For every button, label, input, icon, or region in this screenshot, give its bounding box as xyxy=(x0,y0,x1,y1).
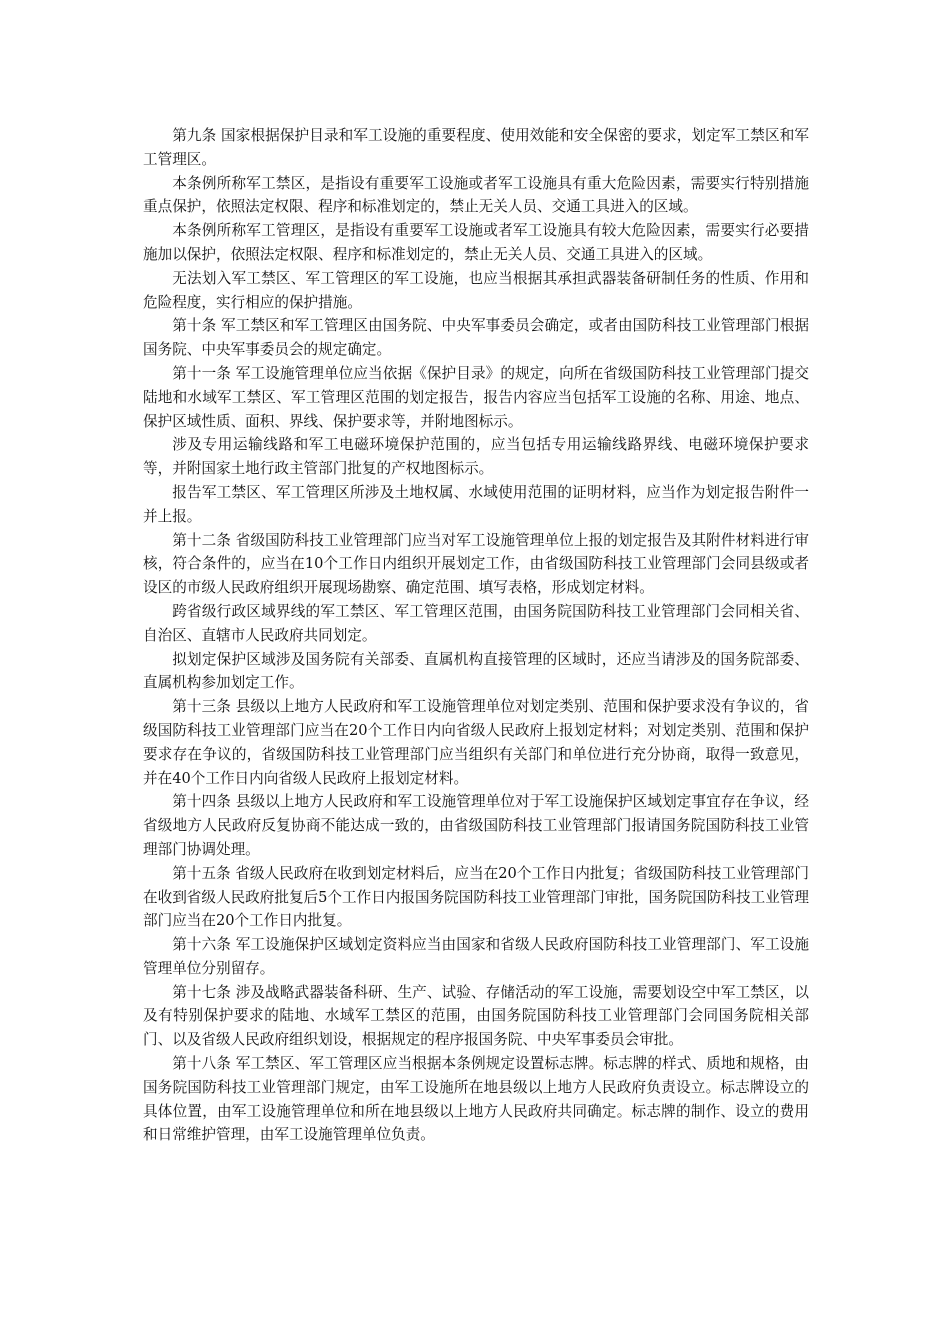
paragraph-article-10: 第十条 军工禁区和军工管理区由国务院、中央军事委员会确定，或者由国防科技工业管理部门根据国务院、中央军事委员会的规定确定。 xyxy=(143,317,809,359)
paragraph-other-facilities: 无法划入军工禁区、军工管理区的军工设施，也应当根据其承担武器装备研制任务的性质、作用和危险程度，实行相应的保护措施。 xyxy=(143,269,809,311)
document-body xyxy=(143,124,809,1147)
paragraph-restricted-zone-definition: 本条例所称军工禁区，是指设有重要军工设施或者军工设施具有重大危险因素，需要实行特别措施重点保护，依照法定权限、程序和标准划定的，禁止无关人员、交通工具进入的区域。 xyxy=(143,174,809,216)
paragraph-article-16: 第十六条 军工设施保护区域划定资料应当由国家和省级人民政府国防科技工业管理部门、军工设施管理单位分别留存。 xyxy=(143,936,809,977)
paragraph-article-14: 第十四条 县级以上地方人民政府和军工设施管理单位对于军工设施保护区域划定事宜存在争议，经省级地方人民政府反复协商不能达成一致的，由省级国防科技工业管理部门报请国务院国防科技工业管理部门协调处理。 xyxy=(143,793,809,858)
paragraph-article-18: 第十八条 军工禁区、军工管理区应当根据本条例规定设置标志牌。标志牌的样式、质地和规格，由国务院国防科技工业管理部门规定，由军工设施所在地县级以上地方人民政府负责设立。标志牌设立的具体位置，由军工设施管理单位和所在地县级以上地方人民政府共同确定。标志牌的制作、设立的费用和日常维护管理，由军工设施管理单位负责。 xyxy=(143,1055,809,1144)
paragraph-article-12: 第十二条 省级国防科技工业管理部门应当对军工设施管理单位上报的划定报告及其附件材料进行审核，符合条件的，应当在10个工作日内组织开展划定工作，由省级国防科技工业管理部门会同县级或者设区的市级人民政府组织开展现场勘察、确定范围、填写表格，形成划定材料。 xyxy=(143,531,809,597)
paragraph-supporting-materials: 报告军工禁区、军工管理区所涉及土地权属、水域使用范围的证明材料，应当作为划定报告附件一并上报。 xyxy=(143,483,809,525)
paragraph-article-13: 第十三条 县级以上地方人民政府和军工设施管理单位对划定类别、范围和保护要求没有争议的，省级国防科技工业管理部门应当在20个工作日内向省级人民政府上报划定材料；对划定类别、范围和保护要求存在争议的，省级国防科技工业管理部门应当组织有关部门和单位进行充分协商，取得一致意见，并在40个工作日内向省级人民政府上报划定材料。 xyxy=(143,698,809,787)
paragraph-state-council-areas: 拟划定保护区域涉及国务院有关部委、直属机构直接管理的区域时，还应当请涉及的国务院部委、直属机构参加划定工作。 xyxy=(143,650,809,692)
paragraph-cross-province: 跨省级行政区域界线的军工禁区、军工管理区范围，由国务院国防科技工业管理部门会同相关省、自治区、直辖市人民政府共同划定。 xyxy=(143,602,809,644)
paragraph-article-9: 第九条 国家根据保护目录和军工设施的重要程度、使用效能和安全保密的要求，划定军工禁区和军工管理区。 xyxy=(143,127,809,168)
paragraph-article-11: 第十一条 军工设施管理单位应当依据《保护目录》的规定，向所在省级国防科技工业管理部门提交陆地和水域军工禁区、军工管理区范围的划定报告，报告内容应当包括军工设施的名称、用途、地点、保护区域性质、面积、界线、保护要求等，并附地图标示。 xyxy=(143,364,809,430)
paragraph-managed-zone-definition: 本条例所称军工管理区，是指设有重要军工设施或者军工设施具有较大危险因素，需要实行必要措施加以保护，依照法定权限、程序和标准划定的，禁止无关人员、交通工具进入的区域。 xyxy=(143,222,809,263)
paragraph-article-17: 第十七条 涉及战略武器装备科研、生产、试验、存储活动的军工设施，需要划设空中军工禁区，以及有特别保护要求的陆地、水域军工禁区的范围，由国务院国防科技工业管理部门会同国务院相关部门、以及省级人民政府组织划设，根据规定的程序报国务院、中央军事委员会审批。 xyxy=(143,983,809,1049)
paragraph-transport-lines: 涉及专用运输线路和军工电磁环境保护范围的，应当包括专用运输线路界线、电磁环境保护要求等，并附国家土地行政主管部门批复的产权地图标示。 xyxy=(143,436,809,478)
paragraph-article-15: 第十五条 省级人民政府在收到划定材料后，应当在20个工作日内批复；省级国防科技工业管理部门在收到省级人民政府批复后5个工作日内报国务院国防科技工业管理部门审批，国务院国防科技工业管理部门应当在20个工作日内批复。 xyxy=(143,864,810,930)
